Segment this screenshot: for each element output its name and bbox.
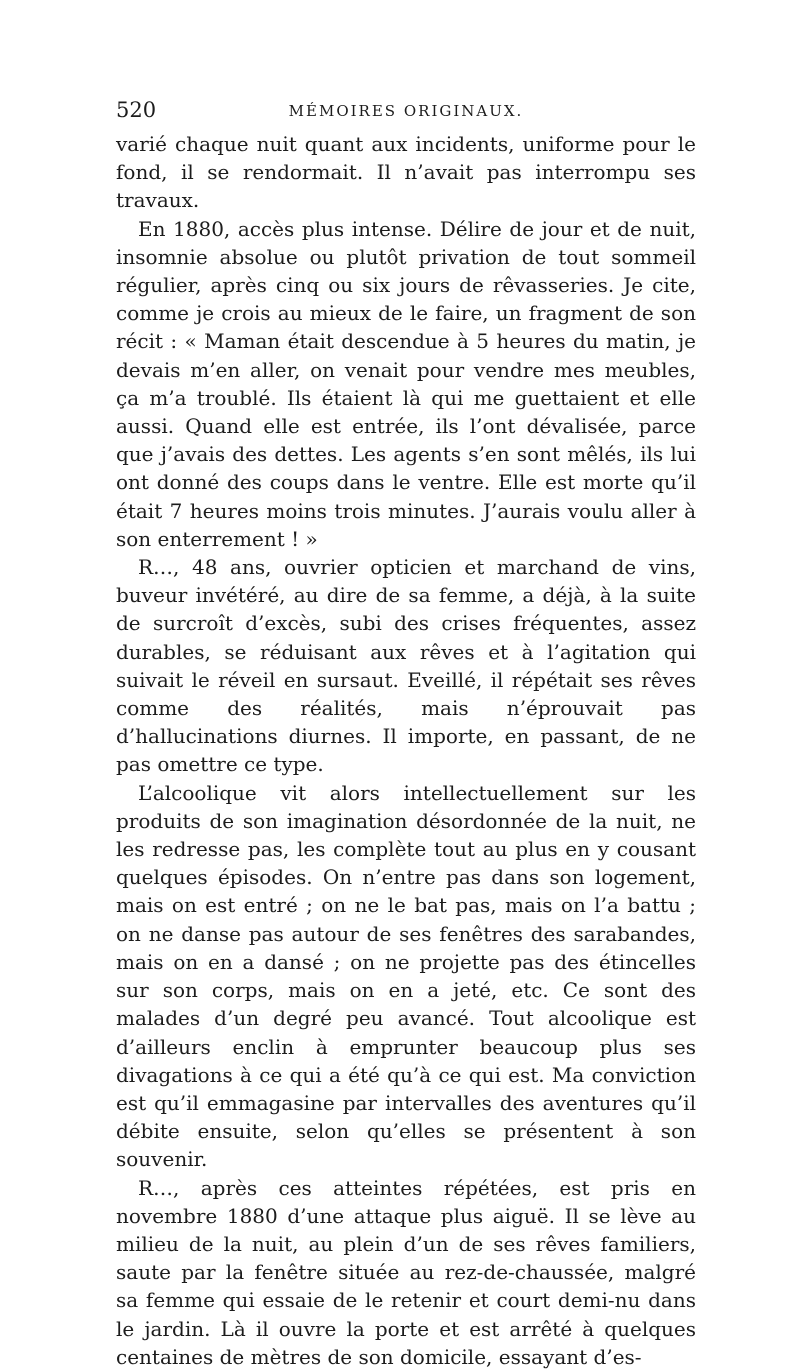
body-text — [116, 130, 696, 1371]
paragraph: R…, après ces atteintes répétées, est pris en novembre 1880 d’une attaque plus aiguë. Il se lève au milieu de la nuit, au plein d’un de ses rêves familiers, saute par la fenêtre située au rez-de-chaussée, malgré sa femme qui essaie de le retenir et court demi-nu dans le jardin. Là il ouvre la porte et est arrêté à quelques centaines de mètres de son domicile, essayant d’es- — [116, 1175, 696, 1369]
paragraph-continued: varié chaque nuit quant aux incidents, uniforme pour le fond, il se rendormait. Il n’avait pas interrompu ses travaux. — [116, 132, 696, 213]
paragraph: R…, 48 ans, ouvrier opticien et marchand de vins, buveur invétéré, au dire de sa femme, a déjà, à la suite de surcroît d’excès, subi des crises fréquentes, assez durables, se réduisant aux rêves et à l’agitation qui suivait le réveil en sursaut. Eveillé, il répétait ses rêves comme des réalités, mais n’éprouvait pas d’hallucinations diurnes. Il importe, en passant, de ne pas omettre ce type. — [116, 555, 696, 777]
running-title: MÉMOIRES ORIGINAUX. — [288, 102, 524, 120]
page-number: 520 — [116, 98, 157, 122]
paragraph: L’alcoolique vit alors intellectuellement sur les produits de son imagination désordonnée de la nuit, ne les redresse pas, les complète tout au plus en y cousant quelques épisodes. On n’entre pas dans son logement, mais on est entré ; on ne le bat pas, mais on l’a battu ; on ne danse pas autour de ses fenêtres des sarabandes, mais on en a dansé ; on ne projette pas des étincelles sur son corps, mais on en a jeté, etc. Ce sont des malades d’un degré peu avancé. Tout alcoolique est d’ailleurs enclin à emprunter beaucoup plus ses divagations à ce qui a été qu’à ce qui est. Ma conviction est qu’il emmagasine par intervalles des aventures qu’il débite ensuite, selon qu’elles se présentent à son souvenir. — [116, 780, 696, 1172]
paragraph: En 1880, accès plus intense. Délire de jour et de nuit, insomnie absolue ou plutôt privation de tout sommeil régulier, après cinq ou six jours de rêvasseries. Je cite, comme je crois au mieux de le faire, un fragment de son récit : « Maman était descendue à 5 heures du matin, je devais m’en aller, on venait pour vendre mes meubles, ça m’a troublé. Ils étaient là qui me guettaient et elle aussi. Quand elle est entrée, ils l’ont dévalisée, parce que j’avais des dettes. Les agents s’en sont mêlés, ils lui ont donné des coups dans le ventre. Elle est morte qu’il était 7 heures moins trois minutes. J’aurais voulu aller à son enterrement ! » — [116, 216, 696, 551]
page-header — [116, 98, 696, 122]
